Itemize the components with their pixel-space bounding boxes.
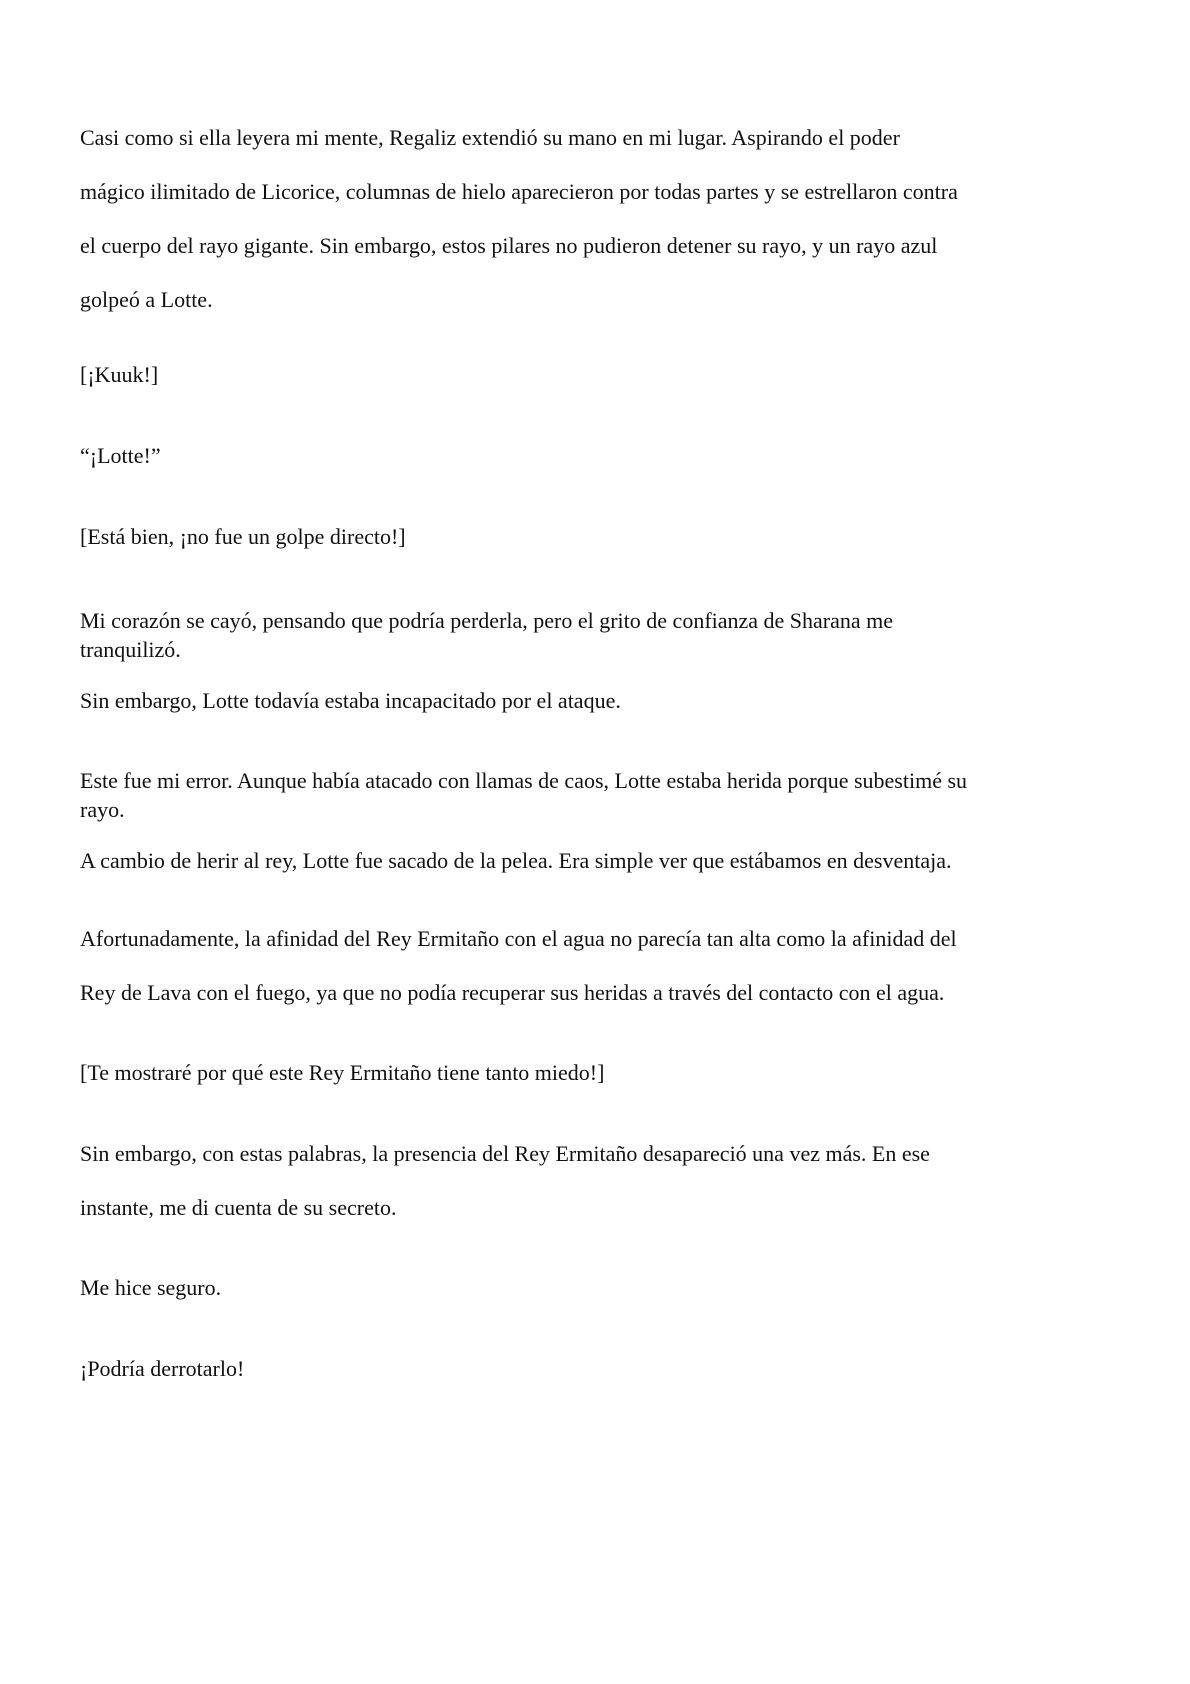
text-line: mágico ilimitado de Licorice, columnas de hielo aparecieron por todas partes y se estrellaron contra xyxy=(80,179,958,204)
paragraph-12 xyxy=(80,1261,1080,1315)
text-line: Sin embargo, con estas palabras, la presencia del Rey Ermitaño desapareció una vez más. En ese xyxy=(80,1141,930,1166)
text-line: tranquilizó. xyxy=(80,637,181,662)
text-line: Sin embargo, Lotte todavía estaba incapacitado por el ataque. xyxy=(80,688,621,713)
text-line: Este fue mi error. Aunque había atacado con llamas de caos, Lotte estaba herida porque subestimé su xyxy=(80,768,968,793)
paragraph-6 xyxy=(80,686,1080,715)
paragraph-8 xyxy=(80,846,1080,875)
text-line: “¡Lotte!” xyxy=(80,443,161,468)
paragraph-3 xyxy=(80,429,1080,483)
paragraph-10 xyxy=(80,1046,1080,1100)
text-line: [Está bien, ¡no fue un golpe directo!] xyxy=(80,524,406,549)
paragraph-4 xyxy=(80,510,1080,564)
text-line: Mi corazón se cayó, pensando que podría perderla, pero el grito de confianza de Sharana me xyxy=(80,608,894,633)
paragraph-1 xyxy=(80,111,1080,327)
text-line: rayo. xyxy=(80,797,125,822)
text-line: Me hice seguro. xyxy=(80,1275,222,1300)
text-line: ¡Podría derrotarlo! xyxy=(80,1356,245,1381)
text-line: golpeó a Lotte. xyxy=(80,287,213,312)
text-line: Rey de Lava con el fuego, ya que no podía recuperar sus heridas a través del contacto con el agua. xyxy=(80,980,945,1005)
text-line: Afortunadamente, la afinidad del Rey Ermitaño con el agua no parecía tan alta como la afinidad del xyxy=(80,926,957,951)
text-line: el cuerpo del rayo gigante. Sin embargo, estos pilares no pudieron detener su rayo, y un rayo azul xyxy=(80,233,938,258)
text-line: instante, me di cuenta de su secreto. xyxy=(80,1195,397,1220)
paragraph-13 xyxy=(80,1342,1080,1396)
text-line: [Te mostraré por qué este Rey Ermitaño tiene tanto miedo!] xyxy=(80,1060,605,1085)
text-line: A cambio de herir al rey, Lotte fue sacado de la pelea. Era simple ver que estábamos en desventaja. xyxy=(80,848,952,873)
paragraph-9 xyxy=(80,912,1080,1020)
text-line: [¡Kuuk!] xyxy=(80,362,159,387)
paragraph-5 xyxy=(80,606,1080,664)
paragraph-2 xyxy=(80,348,1080,402)
paragraph-11 xyxy=(80,1127,1080,1235)
paragraph-7 xyxy=(80,766,1080,824)
text-line: Casi como si ella leyera mi mente, Regaliz extendió su mano en mi lugar. Aspirando el poder xyxy=(80,125,900,150)
